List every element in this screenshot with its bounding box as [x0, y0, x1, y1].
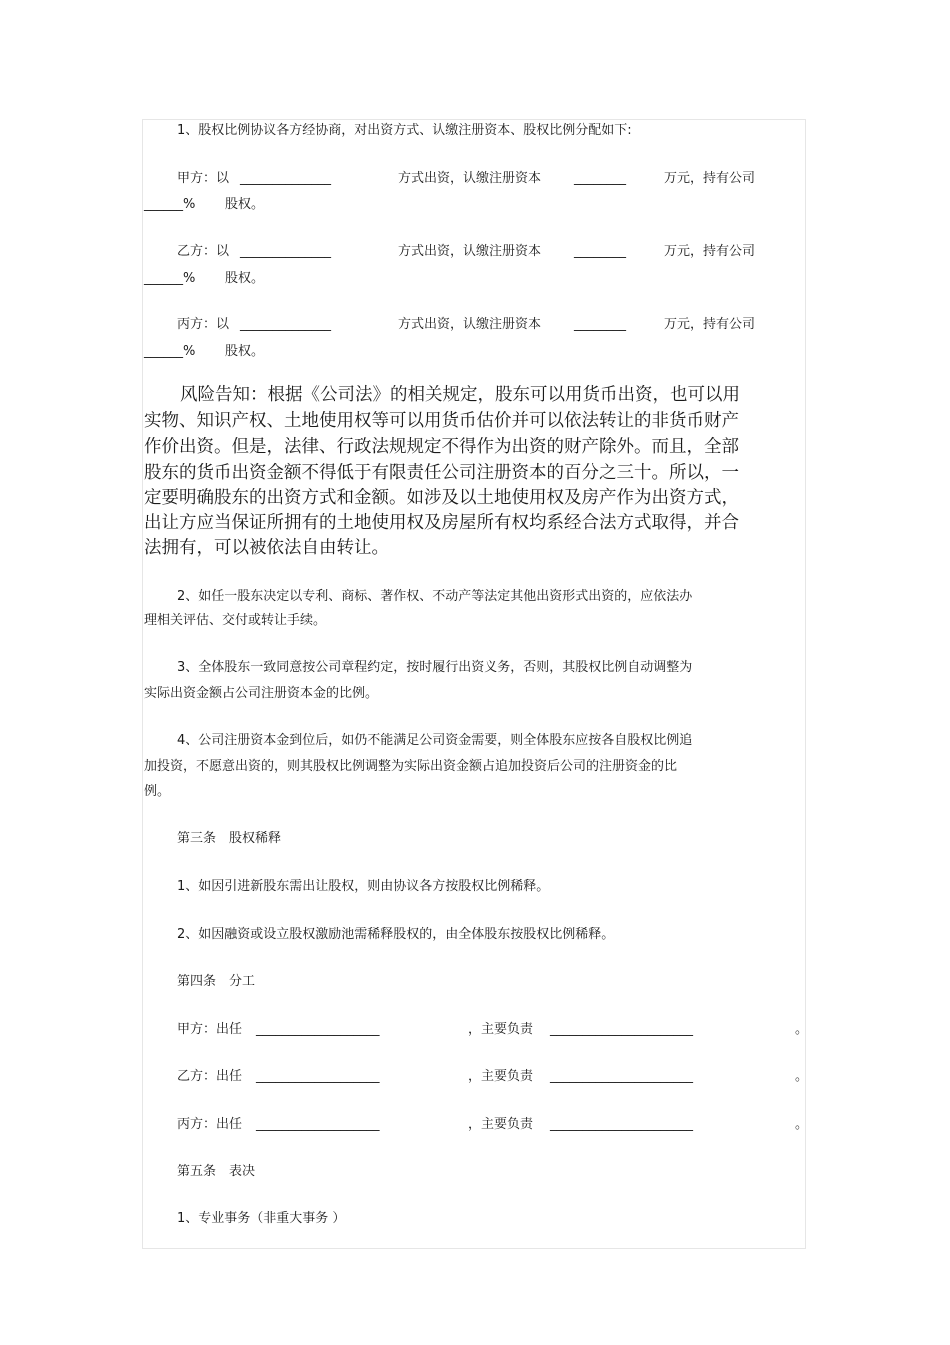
- capital-row-party: 甲方：以: [177, 171, 230, 186]
- clause4-line: 4、公司注册资本金到位后，如仍不能满足公司资金需要，则全体股东应按各自股权比例追: [177, 733, 693, 748]
- duty-row-party: 甲方：出任: [177, 1022, 243, 1037]
- duty-row-blank: ______________________: [550, 1117, 693, 1132]
- capital-row-pct: ______%: [144, 197, 196, 212]
- duty-row-blank: ______________________: [550, 1069, 693, 1084]
- clause3-line: 实际出资金额占公司注册资本金的比例。: [144, 686, 379, 701]
- risk-notice-line: 股东的货币出资金额不得低于有限责任公司注册资本的百分之三十。所以，一: [144, 463, 739, 483]
- clause4-line: 例。: [144, 784, 171, 799]
- capital-row-pct: ______%: [144, 271, 196, 286]
- capital-row-party: 乙方：以: [177, 244, 230, 259]
- capital-row-blank: ______________: [240, 317, 331, 332]
- duty-row-party: 乙方：出任: [177, 1069, 243, 1084]
- clause3-line: 3、全体股东一致同意按公司章程约定，按时履行出资义务，否则，其股权比例自动调整为: [177, 660, 693, 675]
- duty-row-blank: ______________________: [550, 1022, 693, 1037]
- capital-row-tail: 万元，持有公司: [664, 244, 756, 259]
- article5-item: 1、专业事务（非重大事务 ）: [177, 1211, 346, 1226]
- clause2-line: 2、如任一股东决定以专利、商标、著作权、不动产等法定其他出资形式出资的，应依法办: [177, 589, 693, 604]
- risk-notice-line: 实物、知识产权、土地使用权等可以用货币估价并可以依法转让的非货币财产: [144, 411, 739, 431]
- capital-row-blank: ________: [574, 244, 626, 259]
- duty-row-end: 。: [795, 1117, 809, 1132]
- article3-item: 1、如因引进新股东需出让股权，则由协议各方按股权比例稀释。: [177, 879, 550, 894]
- risk-notice-line: 作价出资。但是，法律、行政法规规定不得作为出资的财产除外。而且，全部: [144, 437, 739, 457]
- capital-row-mid: 方式出资，认缴注册资本: [398, 171, 542, 186]
- capital-row-mid: 方式出资，认缴注册资本: [398, 244, 542, 259]
- clause2-line: 理相关评估、交付或转让手续。: [144, 613, 327, 628]
- duty-row-blank: ___________________: [256, 1117, 380, 1132]
- capital-row-blank: ________: [574, 171, 626, 186]
- article5-title: 第五条 表决: [177, 1164, 256, 1179]
- capital-row-blank: ______________: [240, 244, 331, 259]
- capital-row-tail: 万元，持有公司: [664, 171, 756, 186]
- capital-row-party: 丙方：以: [177, 317, 230, 332]
- duty-row-party: 丙方：出任: [177, 1117, 243, 1132]
- capital-row-blank: ________: [574, 317, 626, 332]
- risk-notice-line: 定要明确股东的出资方式和金额。如涉及以土地使用权及房产作为出资方式，: [144, 488, 739, 508]
- clause4-line: 加投资，不愿意出资的，则其股权比例调整为实际出资金额占追加投资后公司的注册资金的比: [144, 759, 678, 774]
- clause1-intro: 1、股权比例协议各方经协商，对出资方式、认缴注册资本、股权比例分配如下:: [177, 123, 632, 138]
- capital-row-pct: ______%: [144, 344, 196, 359]
- risk-notice-line: 出让方应当保证所拥有的土地使用权及房屋所有权均系经合法方式取得，并合: [144, 513, 739, 533]
- capital-row-end: 股权。: [225, 197, 265, 212]
- article4-title: 第四条 分工: [177, 974, 256, 989]
- duty-row-blank: ___________________: [256, 1022, 380, 1037]
- capital-row-blank: ______________: [240, 171, 331, 186]
- risk-notice-line: 风险告知：根据《公司法》的相关规定，股东可以用货币出资，也可以用: [180, 385, 740, 405]
- duty-row-end: 。: [795, 1069, 809, 1084]
- article3-title: 第三条 股权稀释: [177, 831, 282, 846]
- capital-row-mid: 方式出资，认缴注册资本: [398, 317, 542, 332]
- duty-row-end: 。: [795, 1022, 809, 1037]
- capital-row-end: 股权。: [225, 344, 265, 359]
- capital-row-end: 股权。: [225, 271, 265, 286]
- risk-notice-line: 法拥有，可以被依法自由转让。: [144, 538, 389, 558]
- capital-row-tail: 万元，持有公司: [664, 317, 756, 332]
- duty-row-blank: ___________________: [256, 1069, 380, 1084]
- duty-row-mid: ，主要负责: [468, 1069, 534, 1084]
- duty-row-mid: ，主要负责: [468, 1117, 534, 1132]
- article3-item: 2、如因融资或设立股权激励池需稀释股权的，由全体股东按股权比例稀释。: [177, 927, 615, 942]
- duty-row-mid: ，主要负责: [468, 1022, 534, 1037]
